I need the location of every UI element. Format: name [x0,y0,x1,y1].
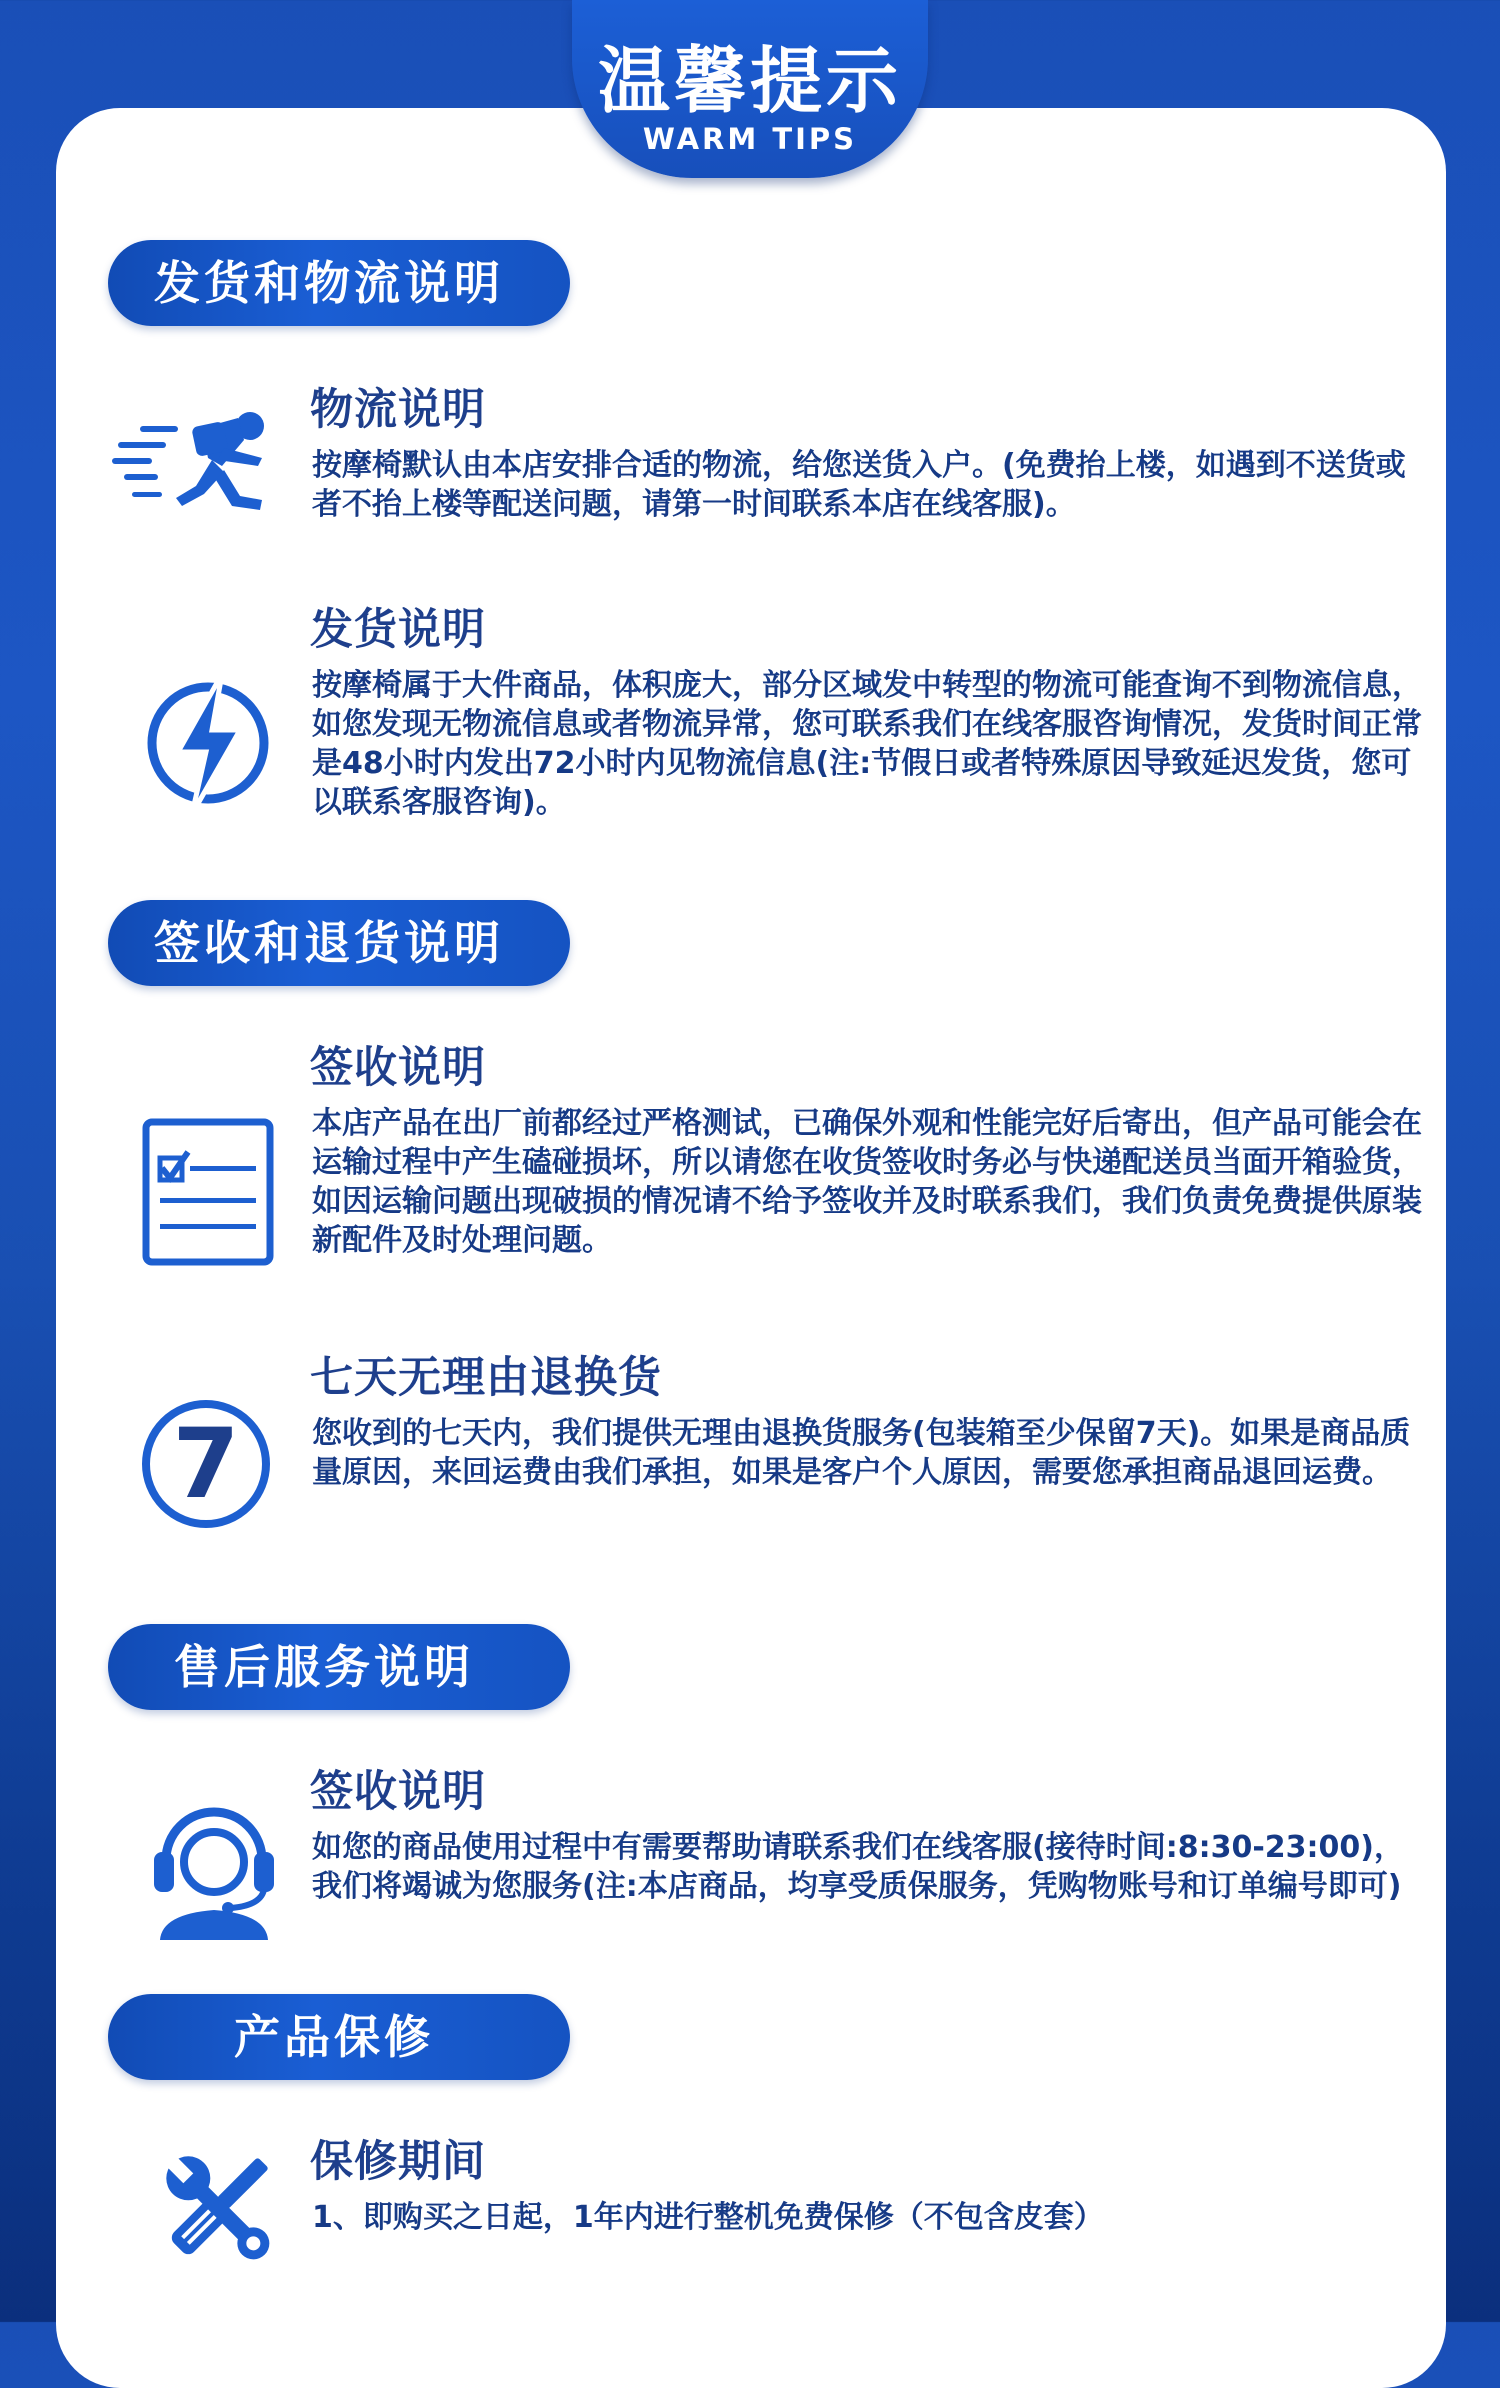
customer-service-icon [148,1796,280,1940]
item-title-after-sales: 签收说明 [310,1767,486,1817]
item-body-seven-day-return: 您收到的七天内，我们提供无理由退换货服务(包装箱至少保留7天)。如果是商品质量原因，来回运费由我们承担，如果是客户个人原因，需要您承担商品退回运费。 [312,1416,1411,1490]
item-body-logistics: 按摩椅默认由本店安排合适的物流，给您送货入户。(免费抬上楼，如遇到不送货或者不抬上楼等配送问题，请第一时间联系本店在线客服)。 [312,448,1406,522]
header-tab [572,0,928,178]
checklist-icon [142,1118,274,1266]
item-title-logistics: 物流说明 [310,385,486,435]
page-subtitle: WARM TIPS [642,122,858,156]
item-title-warranty-period: 保修期间 [310,2137,486,2187]
section-heading-warranty: 产品保修 [108,1994,570,2080]
page-title: 温馨提示 [597,39,902,123]
item-body-shipping: 按摩椅属于大件商品，体积庞大，部分区域发中转型的物流可能查询不到物流信息，如您发现无物流信息或者物流异常，您可联系我们在线客服咨询情况，发货时间正常是48小时内发出72小时内见物流信息(注:节假日或者特殊原因导致延迟发货，您可以联系客服咨询)。 [312,668,1422,820]
running-courier-icon [112,400,284,520]
section-heading-shipping: 发货和物流说明 [108,240,570,326]
section-heading-after-sales: 售后服务说明 [108,1624,570,1710]
item-body-warranty-period: 1、即购买之日起，1年内进行整机免费保修（不包含皮套） [312,2200,1104,2235]
item-title-shipping: 发货说明 [310,605,486,655]
item-title-seven-day-return: 七天无理由退换货 [310,1353,662,1403]
item-body-receipt: 本店产品在出厂前都经过严格测试，已确保外观和性能完好后寄出，但产品可能会在运输过程中产生磕碰损坏，所以请您在收货签收时务必与快递配送员当面开箱验货，如因运输问题出现破损的情况请不给予签收并及时联系我们，我们负责免费提供原装新配件及时处理问题。 [312,1106,1422,1258]
lightning-bolt-icon [140,668,276,818]
item-body-after-sales: 如您的商品使用过程中有需要帮助请联系我们在线客服(接待时间:8:30-23:00)，我们将竭诚为您服务(注:本店商品，均享受质保服务，凭购物账号和订单编号即可) [312,1830,1404,1904]
seven-days-icon: 7 [142,1400,270,1528]
section-heading-receipt-returns: 签收和退货说明 [108,900,570,986]
item-title-receipt: 签收说明 [310,1043,486,1093]
wrench-screwdriver-icon [150,2140,286,2276]
